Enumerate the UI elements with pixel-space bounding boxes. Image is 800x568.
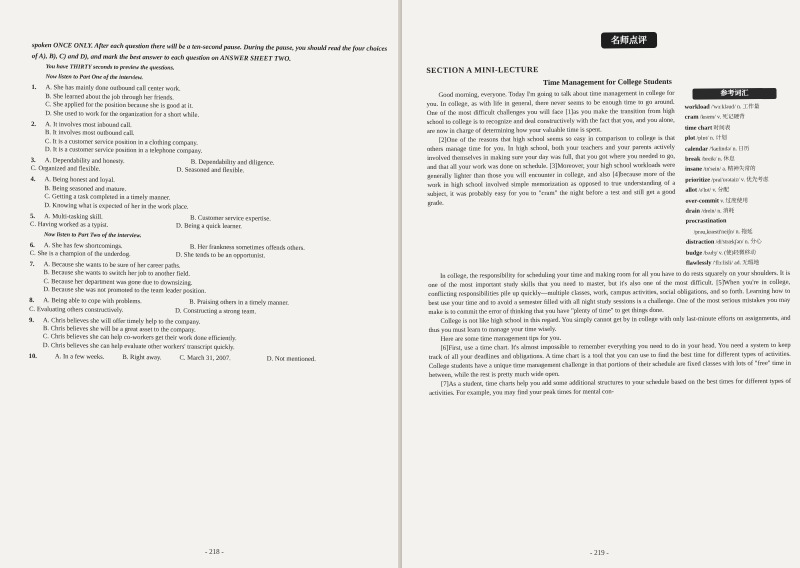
question-8 (29, 297, 391, 318)
two-column-area (426, 88, 790, 272)
question-number: 10. (28, 352, 37, 361)
option: D. Because she was not promoted to the team leader position. (43, 286, 207, 296)
option: D. Chris believes she can help evaluate other workers' transcript quickly. (42, 342, 235, 352)
paragraph: Here are some time management tips for you. (440, 334, 562, 343)
option: B. It involves most outbound call. (44, 129, 135, 138)
option: D. Seasoned and flexible. (176, 166, 245, 175)
option: A. Being able to cope with problems. (43, 297, 142, 306)
paragraph: In college, the responsibility for scheduling your time and making room for all you have to do rests squarely on your shoulders. It is one of the most important study skills that you need to master, but it's also one of the most difficult. [5]When you're in college, conflicting responsibilities pile up quickly—multiple classes, work, campus activities, social obligations, and so forth. Learning how to best use your time and to avoid a semester filled with all night study sessions is a challenge. One of the most serious mistakes you may make is to commit the error of thinking that you have "plenty of time" to get things done. (428, 269, 791, 316)
vocab-item: time chart 时间表 (684, 124, 731, 132)
vocabulary-heading: 参考词汇 (692, 88, 776, 100)
option: D. Constructing a strong team. (175, 307, 257, 316)
teacher-comment-badge: 名师点评 (601, 32, 657, 48)
paragraph: [6]First, use a time chart. It's almost impossible to remember everything you need to do in your head. You need a system to keep track of all your deadlines and obligations. A time chart is a tool that you can use to find the best time for different types of activities. College students have a unique time management challenge in that portions of their schedule are fixed classes with lots of "free" time in between, while the rest is pretty much wide open. (428, 341, 791, 379)
option: D. She tends to be an opportunist. (175, 251, 266, 260)
paragraph: [7]As a student, time charts help you add some additional structures to your schedule based on the best times for different types of activities. For example, you may find your peak times for mental con- (429, 377, 792, 397)
option: D. It is a customer service position in a telephone company. (44, 146, 203, 155)
option: C. Getting a task completed in a timely manner. (44, 193, 171, 202)
vocab-item: break /breik/ n. 休息 (685, 155, 735, 163)
lecture-title: Time Management for College Students (542, 76, 672, 87)
option: A. In a few weeks. (54, 353, 105, 361)
vocab-item: plot /plɒt/ n. 计划 (684, 134, 727, 142)
question-3 (31, 157, 393, 178)
question-number: 6. (29, 241, 35, 249)
vocab-item: over-commit v. 过度使用 (685, 197, 748, 205)
vocab-item: distraction /di'strækʃən/ n. 分心 (685, 238, 762, 247)
option: C. Organized and flexible. (30, 165, 101, 174)
instruction-text: spoken ONCE ONLY. After each question there will be a ten-second pause. During the pause, you should read the four choices of A), B), C) and D), and mark the best answer to each question on ANSWER SHEET TWO. (31, 41, 388, 63)
vocab-item: workload /'wɜːkləud/ n. 工作量 (684, 103, 760, 111)
option: A. She has mainly done outbound call center work. (45, 84, 181, 93)
main-column (426, 89, 676, 272)
option: D. Knowing what is expected of her in the work place. (44, 201, 189, 211)
question-number: 8. (29, 297, 35, 305)
vocab-item: drain /drein/ n. 消耗 (685, 207, 735, 215)
option: C. Evaluating others constructively. (29, 305, 124, 314)
vocab-item: cram /kræm/ v. 死记硬背 (684, 114, 745, 122)
question-4 (30, 176, 392, 214)
vocab-item: flawlessly /'flɔːlisli/ ad. 无瑕地 (685, 259, 760, 267)
option: B. Praising others in a timely manner. (189, 299, 289, 308)
option: A. Because she wants to be sure of her career paths. (43, 261, 181, 270)
part1-heading: Now listen to Part One of the interview. (45, 74, 144, 82)
option: B. Chris believes she will be a great asset to the company. (42, 324, 196, 334)
question-number: 4. (30, 176, 36, 184)
option: D. She used to work for the organization for a short while. (45, 109, 200, 119)
option: C. Having worked as a typist. (30, 220, 109, 229)
page-number-right: - 219 - (590, 549, 609, 557)
question-number: 9. (29, 316, 35, 324)
option: A. Chris believes she will offer timely help to the company. (43, 316, 201, 326)
option: B. Customer service expertise. (190, 214, 271, 223)
question-9 (29, 317, 391, 355)
question-6 (30, 242, 392, 263)
vocab-item: /prəu,kræsti'neiʃn/ n. 拖延 (693, 229, 753, 236)
question-1 (31, 84, 393, 122)
option: C. She is a champion of the underdog. (29, 250, 131, 259)
vocab-item: budge /bʌdʒ/ v. (使)轻微移动 (685, 249, 756, 257)
vocab-item: calendar /'kælində/ n. 日历 (684, 145, 750, 153)
vocab-item: prioritize /prai'ɒrətaiz/ v. 优先考虑 (685, 176, 769, 184)
option: A. It involves most inbound call. (45, 120, 132, 129)
question-7 (29, 261, 391, 299)
vocab-item: allot /ə'lɒt/ v. 分配 (685, 186, 729, 194)
option: C. It is a customer service position in a clothing company. (44, 137, 199, 147)
option: C. March 31, 2007. (179, 354, 231, 363)
full-width-text (428, 268, 791, 397)
option: B. Dependability and diligence. (190, 158, 275, 167)
left-page-content (29, 40, 394, 365)
question-number: 7. (29, 261, 35, 269)
section-heading: SECTION A MINI-LECTURE (426, 65, 539, 75)
option: A. Multi-tasking skill. (44, 212, 103, 221)
right-page-content (426, 33, 791, 398)
option: B. Being seasoned and mature. (44, 184, 127, 193)
part2-heading: Now listen to Part Two of the interview. (43, 231, 142, 239)
vocabulary-box (684, 88, 786, 269)
paragraph: Good morning, everyone. Today I'm going to talk about time management in college for you. In college, as with life in general, there never seems to be enough time to go around. One of the most difficult challenges you will face [1]as you make the transition from high school to college is to recognize and deal constructively with the fact that you, and you alone, are now in charge of determining how your valuable time is spent. (426, 89, 675, 135)
option: B. Her frankness sometimes offends others. (189, 243, 305, 252)
option: B. She learned about the job through her friends. (45, 92, 174, 102)
option: A. She has few shortcomings. (43, 242, 123, 250)
vocab-item: insane /in'sein/ a. 精神失常的 (685, 166, 756, 174)
option: C. She applied for the position because she is good at it. (45, 101, 194, 110)
question-2 (31, 121, 393, 159)
option: A. Dependability and honesty. (44, 157, 125, 166)
preview-note: You have THIRTY seconds to preview the questions. (45, 64, 175, 72)
right-page (402, 0, 800, 568)
paragraph: College is not like high school in this regard. You simply cannot get by in college with only last-minute efforts on assignments, and thus you must learn to manage your time wisely. (428, 314, 791, 334)
option: B. Right away. (122, 353, 162, 362)
question-10 (29, 353, 391, 365)
question-number: 3. (30, 157, 36, 165)
question-number: 2. (31, 120, 37, 128)
option: C. Chris believes she can help co-workers get their work done efficiently. (42, 333, 237, 343)
option: D. Not mentioned. (266, 355, 316, 364)
question-number: 1. (31, 84, 37, 92)
option: A. Being honest and loyal. (44, 176, 115, 185)
page-number-left: - 218 - (205, 548, 224, 556)
question-number: 5. (30, 212, 36, 220)
option: D. Being a quick learner. (176, 222, 243, 231)
option: B. Because she wants to switch her job to another field. (43, 269, 191, 278)
vocab-item: procrastination (685, 217, 727, 226)
paragraph: [2]One of the reasons that high school seems so easy in comparison to college is that others manage time for you. In high school, both your teachers and your parents actively involved themselves in making sure your day was full, that you got where you needed to go, and that all your work was done on schedule. [3]Moreover, your high school workloads were generally lighter than those you will encounter in college, and also [4]because more of the work in high school involved simple memorization as opposed to true understanding of a subject, it was probably easy for you to "cram" the night before a test and still get a good grade. (426, 134, 676, 207)
option: C. Because her department was gone due to downsizing. (43, 278, 193, 287)
